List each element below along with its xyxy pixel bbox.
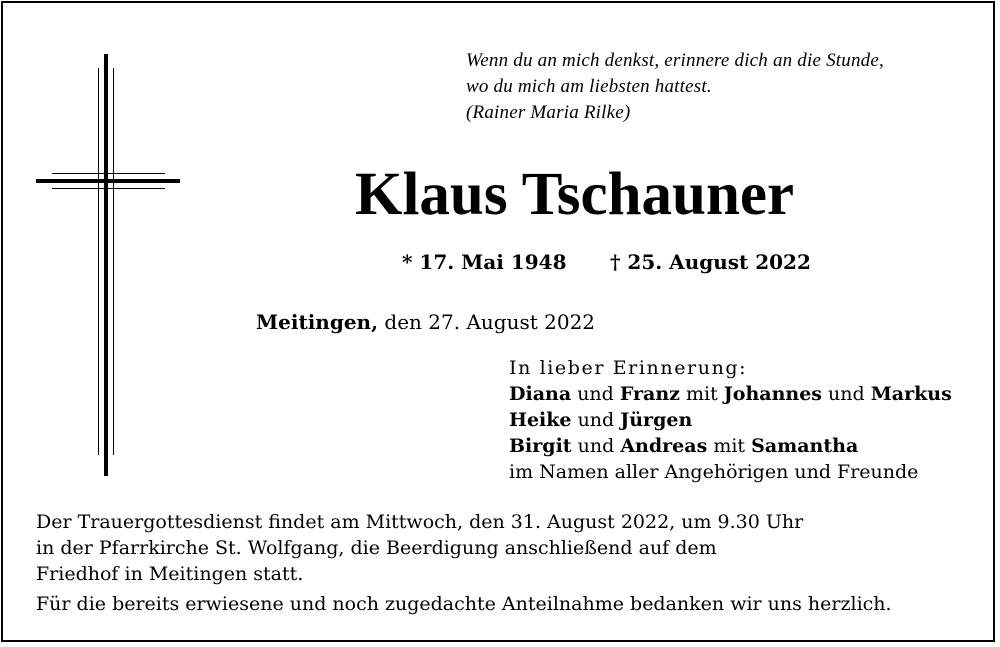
place-date	[256, 309, 595, 335]
notice-date: den 27. August 2022	[384, 310, 596, 334]
connector-word: mit	[713, 435, 746, 457]
mourners-intro: In lieber Erinnerung:	[509, 357, 748, 379]
mourner-name: Diana	[509, 383, 572, 405]
connector-word: und	[828, 383, 865, 405]
deceased-name: Klaus Tschauner	[355, 161, 795, 228]
mourners-closing: im Namen aller Angehörigen und Freunde	[509, 461, 919, 483]
mourner-name: Jürgen	[620, 409, 693, 431]
quote-line-1: Wenn du an mich denkst, erinnere dich an die Stunde,	[466, 50, 884, 71]
connector-word: und	[577, 383, 614, 405]
mourner-name: Franz	[619, 383, 680, 405]
quote-author: (Rainer Maria Rilke)	[466, 102, 631, 123]
birth-date: * 17. Mai 1948	[402, 250, 567, 274]
mourner-name: Birgit	[509, 435, 572, 457]
rilke-quote	[466, 48, 986, 126]
death-date: † 25. August 2022	[610, 250, 811, 274]
service-line-3: Friedhof in Meitingen statt.	[36, 563, 304, 585]
quote-line-2: wo du mich am liebsten hattest.	[466, 76, 712, 97]
mourner-name: Samantha	[751, 435, 859, 457]
mourners-block	[509, 355, 952, 485]
mourner-name: Johannes	[723, 383, 822, 405]
service-line-2: in der Pfarrkirche St. Wolfgang, die Beerdigung anschließend auf dem	[36, 537, 717, 559]
mourners-row-1	[509, 381, 952, 407]
connector-word: und	[577, 409, 615, 431]
mourner-name: Heike	[509, 409, 572, 431]
mourners-row-2	[509, 407, 952, 433]
service-line-1: Der Trauergottesdienst findet am Mittwoch, den 31. August 2022, um 9.30 Uhr	[36, 511, 804, 533]
cross-icon	[0, 0, 200, 490]
place-name: Meitingen,	[256, 310, 379, 334]
thanks-note: Für die bereits erwiesene und noch zugedachte Anteilnahme bedanken wir uns herzlich.	[36, 593, 892, 615]
mourners-row-3	[509, 433, 952, 459]
connector-word: und	[577, 435, 615, 457]
mourner-name: Andreas	[620, 435, 708, 457]
service-info	[36, 509, 956, 587]
connector-word: mit	[686, 383, 718, 405]
mourner-name: Markus	[870, 383, 952, 405]
